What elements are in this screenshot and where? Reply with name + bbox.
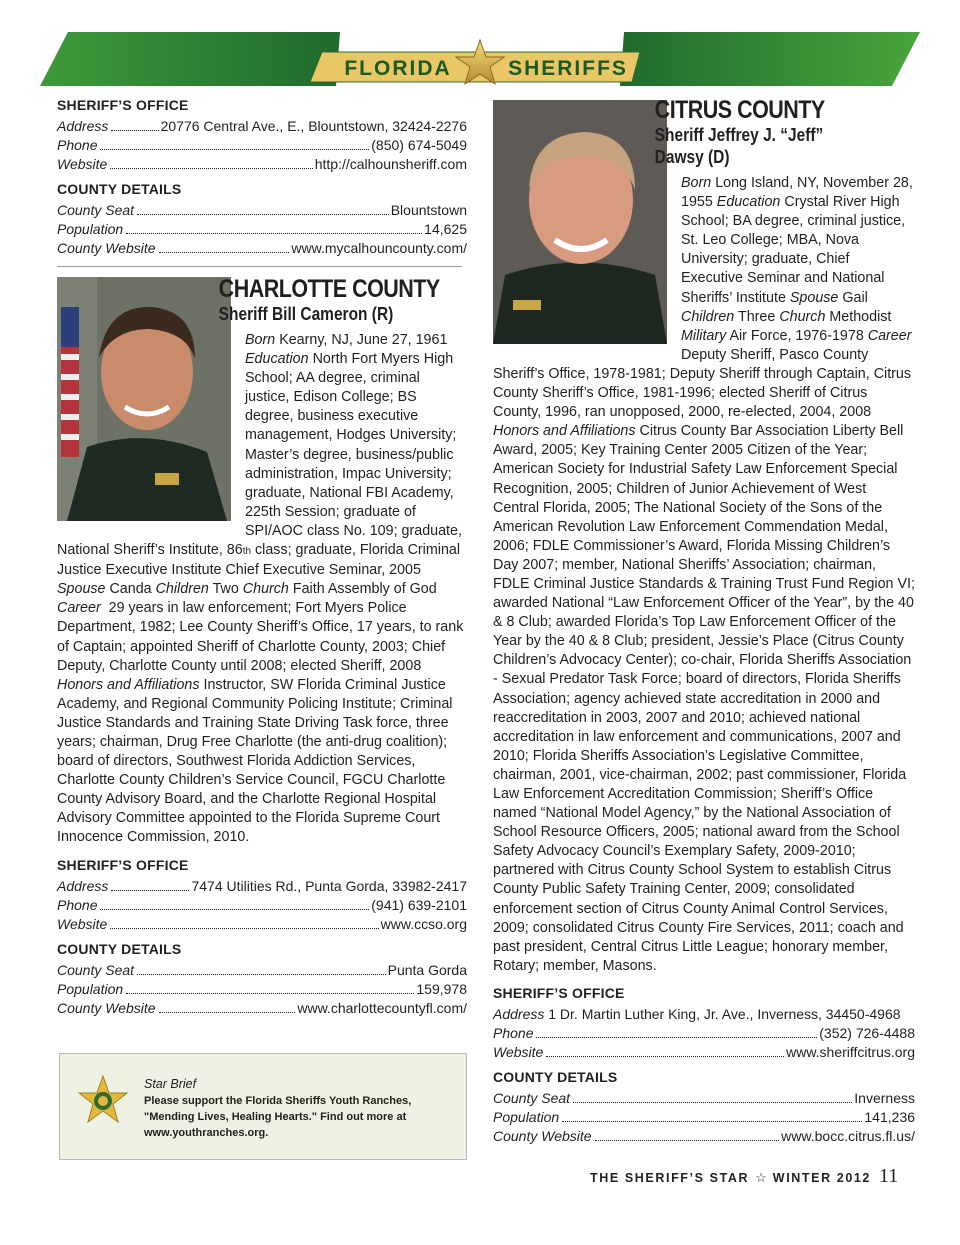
population-row [493, 1108, 915, 1127]
section-heading: COUNTY DETAILS [57, 940, 182, 957]
florida-sheriffs-banner [40, 30, 920, 88]
website-row [57, 915, 467, 934]
population-value: 159,978 [416, 980, 467, 997]
children-label: Children [155, 581, 209, 598]
right-column [493, 96, 915, 1146]
sheriff-star-icon [76, 1074, 130, 1128]
population-label: Population [57, 221, 124, 237]
website-label: Website [57, 915, 108, 932]
section-heading: COUNTY DETAILS [57, 181, 182, 197]
military-label: Military [681, 327, 727, 344]
county-website-link[interactable]: www.mycalhouncounty.com/ [291, 240, 467, 256]
section-heading: SHERIFF’S OFFICE [57, 856, 189, 873]
military-value: Air Force, 1976-1978 [729, 327, 864, 344]
career-value: 29 years in law enforcement; Fort Myers Police Department, 1982; Lee County Sheriff’s Office, 17 years, to rank of Captain; appointed Sheriff of Charlotte County, 2003; Chief Deputy, Charlotte County until 2008; elected Sheriff, 2008 [57, 600, 464, 674]
address-row [57, 877, 467, 896]
church-label: Church [779, 308, 826, 325]
charlotte-sheriffs-office [57, 856, 467, 934]
address-label: Address [57, 877, 109, 894]
county-website-row [57, 999, 467, 1018]
charlotte-county-details [57, 940, 467, 1018]
page-number: 11 [878, 1165, 899, 1187]
citrus-sheriffs-office [493, 984, 915, 1062]
church-value: Methodist [829, 308, 892, 325]
address-row [493, 1005, 915, 1024]
born-value: Long Island, NY, November 28, 1955 [681, 175, 913, 211]
banner-left-text: FLORIDA [344, 57, 452, 80]
address-label: Address [493, 1005, 545, 1022]
website-link[interactable]: www.ccso.org [380, 915, 467, 932]
children-value: Three [737, 308, 776, 325]
citrus-profile [493, 96, 915, 976]
website-label: Website [493, 1043, 544, 1060]
career-label: Career [57, 600, 101, 617]
born-label: Born [681, 175, 712, 191]
county-seat-value: Inverness [854, 1089, 915, 1106]
address-value: 20776 Central Ave., E., Blountstown, 32424-2276 [160, 118, 467, 134]
education-value-cont: class; graduate, Florida Criminal Justice Executive Institute Chief Executive Seminar, 2005 [57, 542, 461, 579]
star-brief-box [59, 1053, 467, 1160]
charlotte-profile [57, 275, 467, 848]
website-link[interactable]: http://calhounsheriff.com [314, 156, 467, 172]
children-label: Children [681, 308, 735, 325]
spouse-label: Spouse [789, 289, 839, 306]
section-heading: COUNTY DETAILS [493, 1068, 618, 1085]
population-row [57, 980, 467, 999]
spouse-value: Canda [109, 581, 152, 598]
sheriff-name-line-1: Sheriff Jeffrey J. “Jeff” [654, 125, 824, 145]
phone-label: Phone [57, 137, 98, 153]
church-value: Faith Assembly of God [292, 581, 437, 598]
county-name: CITRUS COUNTY [654, 96, 825, 124]
address-value: 1 Dr. Martin Luther King, Jr. Ave., Inverness, 34450-4968 [548, 1005, 901, 1022]
county-website-label: County Website [57, 999, 156, 1016]
page-footer [590, 1165, 902, 1189]
career-label: Career [867, 327, 912, 344]
education-label: Education [245, 351, 309, 368]
honors-label: Honors and Affiliations [57, 676, 200, 693]
calhoun-county-details [57, 180, 467, 258]
phone-row [493, 1024, 915, 1043]
phone-row [57, 896, 467, 915]
county-seat-label: County Seat [57, 961, 135, 978]
education-label: Education [716, 194, 781, 211]
ordinal-suffix: th [242, 546, 252, 558]
county-seat-value: Blountstown [390, 202, 467, 218]
education-value: North Fort Myers High School; AA degree, criminal justice, Edison College; BS degree, business executive management, Hodges University; Master’s degree, business/public administration, Impac University; graduate, National FBI Academy, 225th Session; graduate of SPI/AOC class No. 109; graduate, National Sheriff’s Institute, 86 [57, 351, 462, 559]
born-label: Born [245, 332, 276, 348]
phone-row [57, 136, 467, 155]
website-link[interactable]: www.sheriffcitrus.org [786, 1043, 915, 1060]
population-value: 141,236 [864, 1108, 915, 1125]
phone-value: (850) 674-5049 [371, 137, 467, 153]
address-label: Address [57, 118, 109, 134]
left-column [57, 96, 467, 1018]
county-seat-row [57, 201, 467, 220]
county-seat-row [57, 961, 467, 980]
banner-right-text: SHERIFFS [508, 57, 628, 80]
county-name: CHARLOTTE COUNTY [218, 275, 440, 303]
issue-label: WINTER 2012 [772, 1171, 871, 1185]
population-value: 14,625 [424, 221, 467, 237]
population-label: Population [493, 1108, 560, 1125]
spouse-label: Spouse [57, 581, 106, 598]
divider [57, 266, 462, 267]
website-label: Website [57, 156, 108, 172]
address-row [57, 117, 467, 136]
address-value: 7474 Utilities Rd., Punta Gorda, 33982-2417 [191, 877, 467, 894]
star-brief-title: Star Brief [144, 1077, 197, 1091]
website-row [493, 1043, 915, 1062]
calhoun-sheriffs-office [57, 96, 467, 174]
church-label: Church [242, 581, 289, 598]
citrus-county-details [493, 1068, 915, 1146]
spouse-value: Gail [842, 289, 868, 306]
honors-value: Instructor, SW Florida Criminal Justice Academy, and Regional Community Policing Institute; Criminal Justice Standards and Training State Driving Task force, three years; chairman, Drug Free Charlotte (the anti-drug coalition); board of directors, Southwest Florida Addiction Services, Charlotte County Children’s Service Council, FGCU Charlotte County Advisory Board, and the Charlotte Regional Hospital Advisory Committee appointed to the Florida Supreme Court Innocence Commission, 2010. [57, 676, 453, 846]
children-value: Two [212, 581, 239, 598]
star-brief-text [144, 1076, 444, 1141]
county-seat-row [493, 1089, 915, 1108]
honors-label: Honors and Affiliations [493, 423, 636, 440]
county-seat-label: County Seat [57, 202, 135, 218]
education-value: Crystal River High School; BA degree, criminal justice, St. Leo College; MBA, Nova University; graduate, Chief Executive Seminar and National Sheriffs’ Institute [681, 194, 906, 306]
star-brief-body: Please support the Florida Sheriffs Youth Ranches, "Mending Lives, Healing Hearts." Find out more at www.youthranches.org. [144, 1095, 412, 1139]
publication-name: THE SHERIFF’S STAR [590, 1171, 750, 1185]
county-website-link[interactable]: www.bocc.citrus.fl.us/ [781, 1127, 915, 1144]
phone-label: Phone [493, 1024, 534, 1041]
county-website-row [57, 239, 467, 258]
phone-value: (352) 726-4488 [819, 1024, 915, 1041]
county-website-row [493, 1127, 915, 1146]
county-seat-label: County Seat [493, 1089, 571, 1106]
county-seat-value: Punta Gorda [387, 961, 467, 978]
sheriff-name: Sheriff Bill Cameron (R) [218, 304, 394, 324]
honors-value: Citrus County Bar Association Liberty Bell Award, 2005; Key Training Center 2005 Citizen of the Year; American Society for Industrial Safety Law Enforcement Special Recognition, 2005; Children of Junior Achievement of West Central Florida, 2005; The National Society of the Sons of the American Revolution Law Enforcement Commendation Medal, 2006; FDLE Commissioner’s Award, Florida Missing Children’s Day 2007; member, National Sheriffs’ Association; chairman, FDLE Criminal Justice Standards & Training Trust Fund Region VI; awarded National “Law Enforcement Officer of the Year”, by the 40 & 8 Club; awarded Florida’s Top Law Enforcement Officer of the Year by the 40 & 8 Club; president, Jessie’s Place (Citrus County Children’s Advocacy Center); co-chair, Florida Sheriffs Association - Sexual Predator Task Force; board of directors, Florida Sheriffs Association; agency achieved state accreditation in 2000 and reaccreditation in 2003, 2007 and 2010; achieved national accreditation in law enforcement and communications, 2007 and 2010; Florida Sheriffs Association’s Legislative Committee, chairman, 2001, vice-chairman, 2002; past commissioner, Florida Law Enforcement Accreditation Commission; Sheriff’s Office named “National Model Agency,” by the National Association of School Resource Officers, 2005; national award from the School Safety Advocacy Council’s Exemplary Safety, 2009-2010; partnered with Citrus County School System to establish Citrus County Public Safety Training Center, 2009; consolidated enforcement section of Citrus County Animal Control Services, 2009; consolidated Citrus County Fire Services, 2011; coach and past president, Central Citrus Little League; honorary member, Rotary; member, Masons. [493, 423, 915, 974]
phone-label: Phone [57, 896, 98, 913]
population-label: Population [57, 980, 124, 997]
star-outline-icon: ☆ [755, 1170, 767, 1185]
born-value: Kearny, NJ, June 27, 1961 [279, 332, 448, 348]
section-heading: SHERIFF’S OFFICE [493, 984, 625, 1001]
phone-value: (941) 639-2101 [371, 896, 467, 913]
county-website-label: County Website [493, 1127, 592, 1144]
sheriff-name-line-2: Dawsy (D) [654, 147, 730, 167]
career-value: Deputy Sheriff, Pasco County Sheriff’s Office, 1978-1981; Deputy Sheriff through Captain, Citrus County Sheriff’s Office, 1981-1996; elected Sheriff of Citrus County, 1996, ran unopposed, 2000, re-elected, 2004, 2008 [493, 346, 912, 421]
population-row [57, 220, 467, 239]
website-row [57, 155, 467, 174]
section-heading: SHERIFF’S OFFICE [57, 97, 189, 113]
county-website-label: County Website [57, 240, 156, 256]
county-website-link[interactable]: www.charlottecountyfl.com/ [297, 999, 467, 1016]
